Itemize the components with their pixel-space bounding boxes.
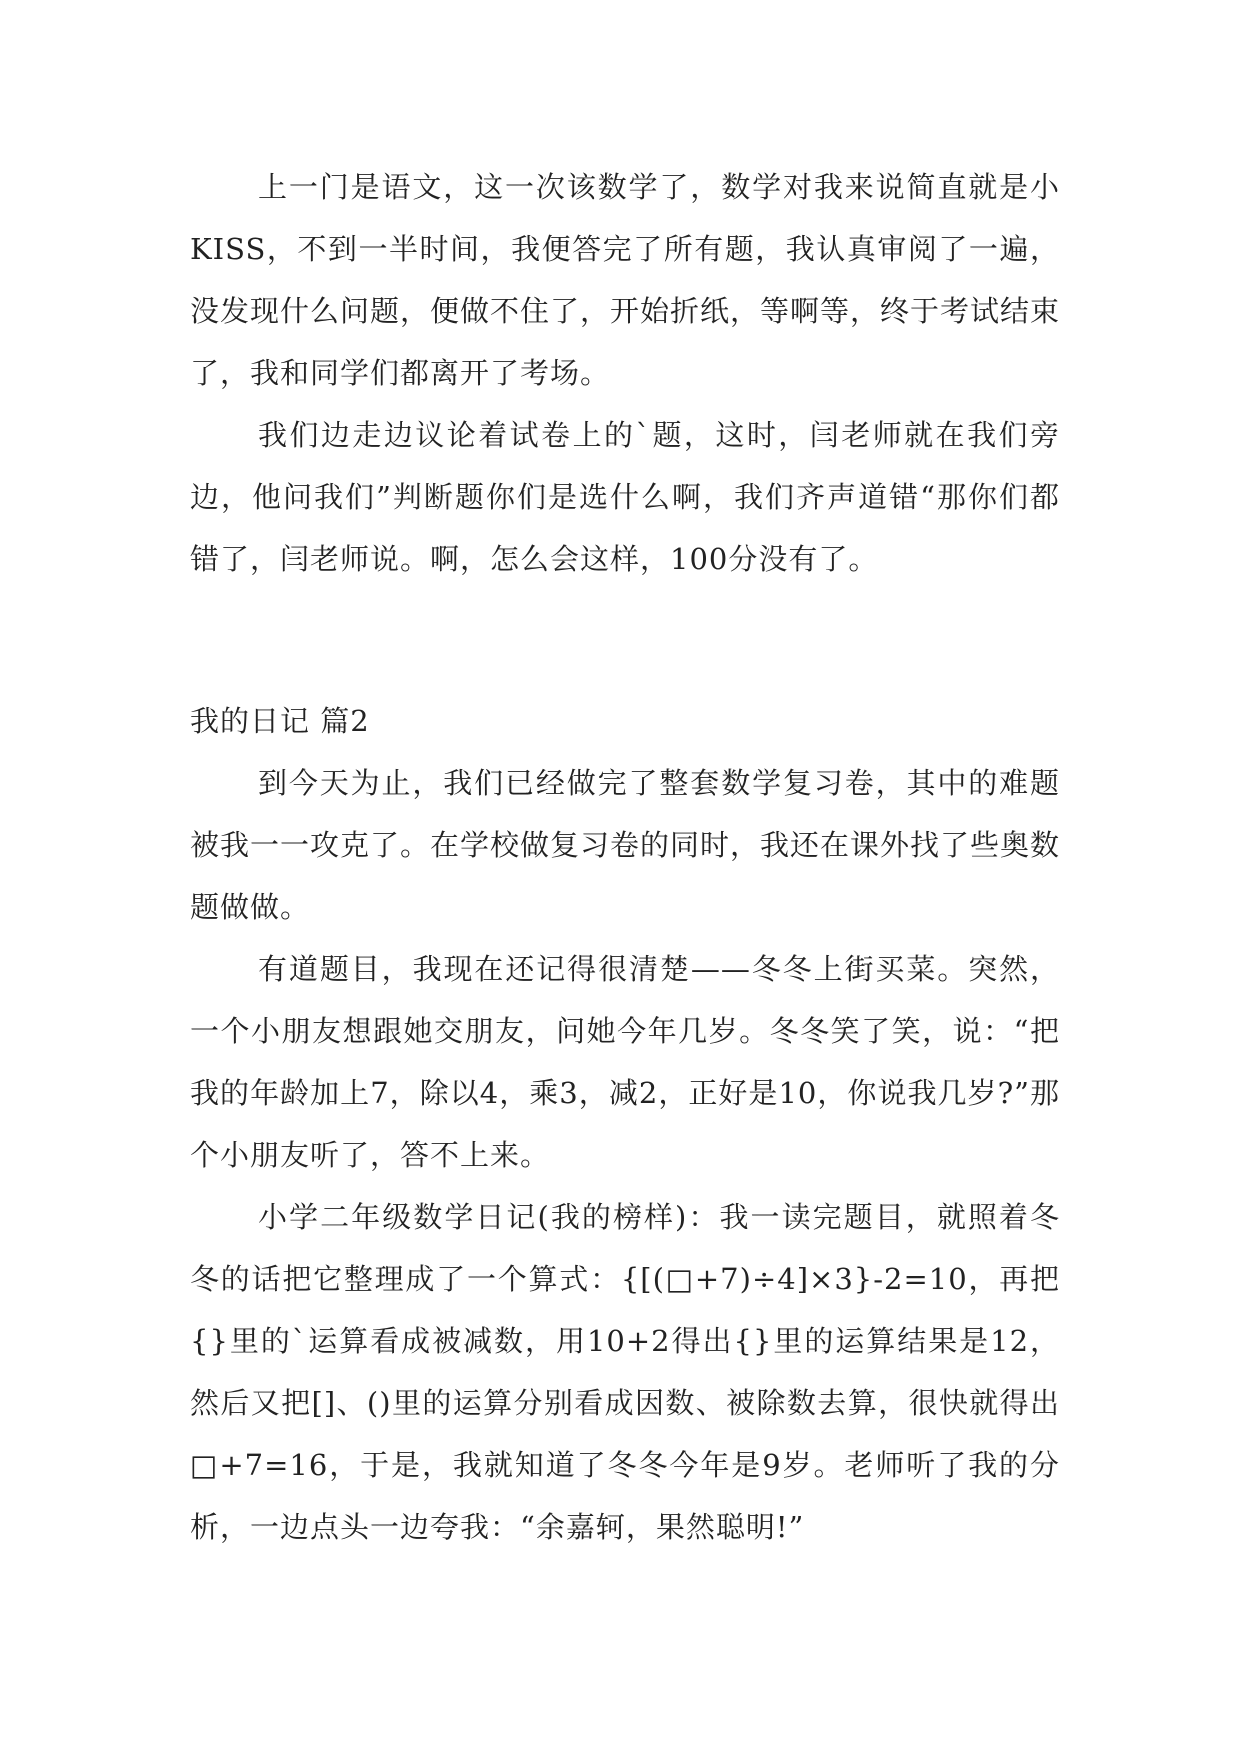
- paragraph: 小学二年级数学日记(我的榜样)：我一读完题目，就照着冬冬的话把它整理成了一个算式：{[(□+7)÷4]×3}-2=10，再把{}里的`运算看成被减数，用10+2得出{}里的运算结果是12，然后又把[]、()里的运算分别看成因数、被除数去算，很快就得出□+7=16，于是，我就知道了冬冬今年是9岁。老师听了我的分析，一边点头一边夸我：“余嘉轲，果然聪明!”: [190, 1200, 1060, 1544]
- section-2: [190, 690, 1060, 1558]
- section-title: 我的日记 篇2: [190, 704, 370, 738]
- section-1: [190, 156, 1060, 590]
- paragraph: 到今天为止，我们已经做完了整套数学复习卷，其中的难题被我一一攻克了。在学校做复习卷的同时，我还在课外找了些奥数题做做。: [190, 766, 1061, 924]
- paragraph: 有道题目，我现在还记得很清楚——冬冬上街买菜。突然，一个小朋友想跟她交朋友，问她今年几岁。冬冬笑了笑，说：“把我的年龄加上7，除以4，乘3，减2，正好是10，你说我几岁?”那个小朋友听了，答不上来。: [190, 952, 1060, 1172]
- paragraph: 上一门是语文，这一次该数学了，数学对我来说简直就是小KISS，不到一半时间，我便答完了所有题，我认真审阅了一遍，没发现什么问题，便做不住了，开始折纸，等啊等，终于考试结束了，我和同学们都离开了考场。: [190, 170, 1061, 390]
- paragraph: 我们边走边议论着试卷上的`题，这时，闫老师就在我们旁边，他问我们”判断题你们是选什么啊，我们齐声道错“那你们都错了，闫老师说。啊，怎么会这样，100分没有了。: [190, 418, 1060, 576]
